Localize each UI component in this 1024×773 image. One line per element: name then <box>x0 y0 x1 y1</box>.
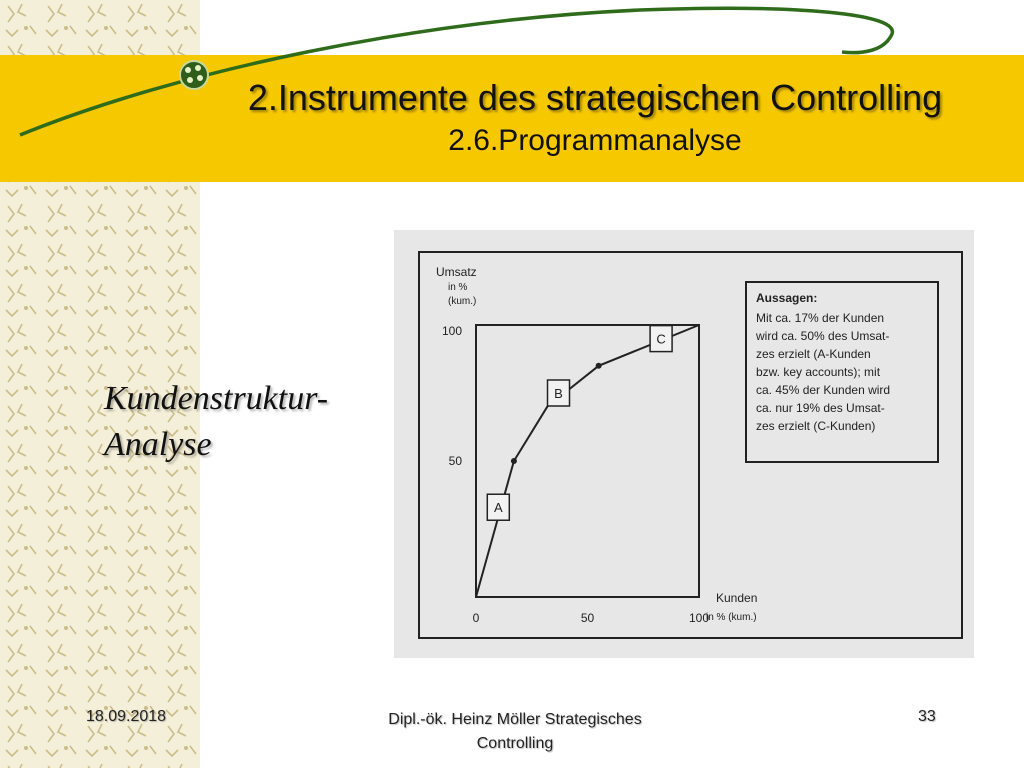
annotation-line: Mit ca. 17% der Kunden <box>756 311 885 325</box>
chart-figure <box>394 230 974 658</box>
y-tick-label: 50 <box>448 454 462 468</box>
curve-marker <box>511 458 517 464</box>
footer-author-line2: Controlling <box>476 735 554 752</box>
annotation-line: zes erzielt (C-Kunden) <box>756 419 876 433</box>
annotation-text <box>755 291 890 433</box>
x-label-line: in % (kum.) <box>706 612 757 623</box>
x-tick-label: 50 <box>580 611 595 625</box>
y-label-line: Umsatz <box>436 265 477 279</box>
cumulative-curve <box>476 325 699 597</box>
x-tick-label: 100 <box>688 611 710 625</box>
x-tick-label: 0 <box>472 611 480 625</box>
segment-label: A <box>493 500 503 516</box>
figure-frame <box>419 252 962 638</box>
y-axis-label <box>436 265 477 307</box>
annotation-line: ca. nur 19% des Umsat- <box>756 401 885 415</box>
title-block <box>205 78 985 160</box>
annotation-line: ca. 45% der Kunden wird <box>756 383 891 397</box>
page-title: 2.Instrumente des strategischen Controlling <box>247 77 943 118</box>
y-tick-label: 100 <box>441 324 462 338</box>
x-label-line: Kunden <box>716 591 758 605</box>
segment-label: B <box>554 386 563 401</box>
curve-marker <box>596 363 602 369</box>
annotation-line: wird ca. 50% des Umsat- <box>756 329 890 343</box>
segment-label: C <box>656 331 666 347</box>
abc-chart <box>394 230 974 658</box>
subject-label <box>104 376 328 468</box>
page-subtitle: 2.6.Programmanalyse <box>448 124 742 157</box>
footer-author <box>365 708 665 756</box>
annotation-heading: Aussagen: <box>756 291 818 305</box>
y-label-line: in % <box>448 282 468 293</box>
annotation-line: bzw. key accounts); mit <box>756 365 881 379</box>
subject-label-line1: Kundenstruktur- <box>104 380 329 417</box>
annotation-line: zes erzielt (A-Kunden <box>756 347 871 361</box>
x-axis-label <box>706 591 757 623</box>
footer-page-number: 33 <box>918 708 936 725</box>
footer-author-line1: Dipl.-ök. Heinz Möller Strategisches <box>388 711 642 728</box>
y-label-line: (kum.) <box>448 296 477 307</box>
bullet-ball-icon <box>180 61 208 89</box>
subject-label-line2: Analyse <box>104 426 212 463</box>
plot-area <box>476 325 699 597</box>
footer-date: 18.09.2018 <box>86 708 167 725</box>
